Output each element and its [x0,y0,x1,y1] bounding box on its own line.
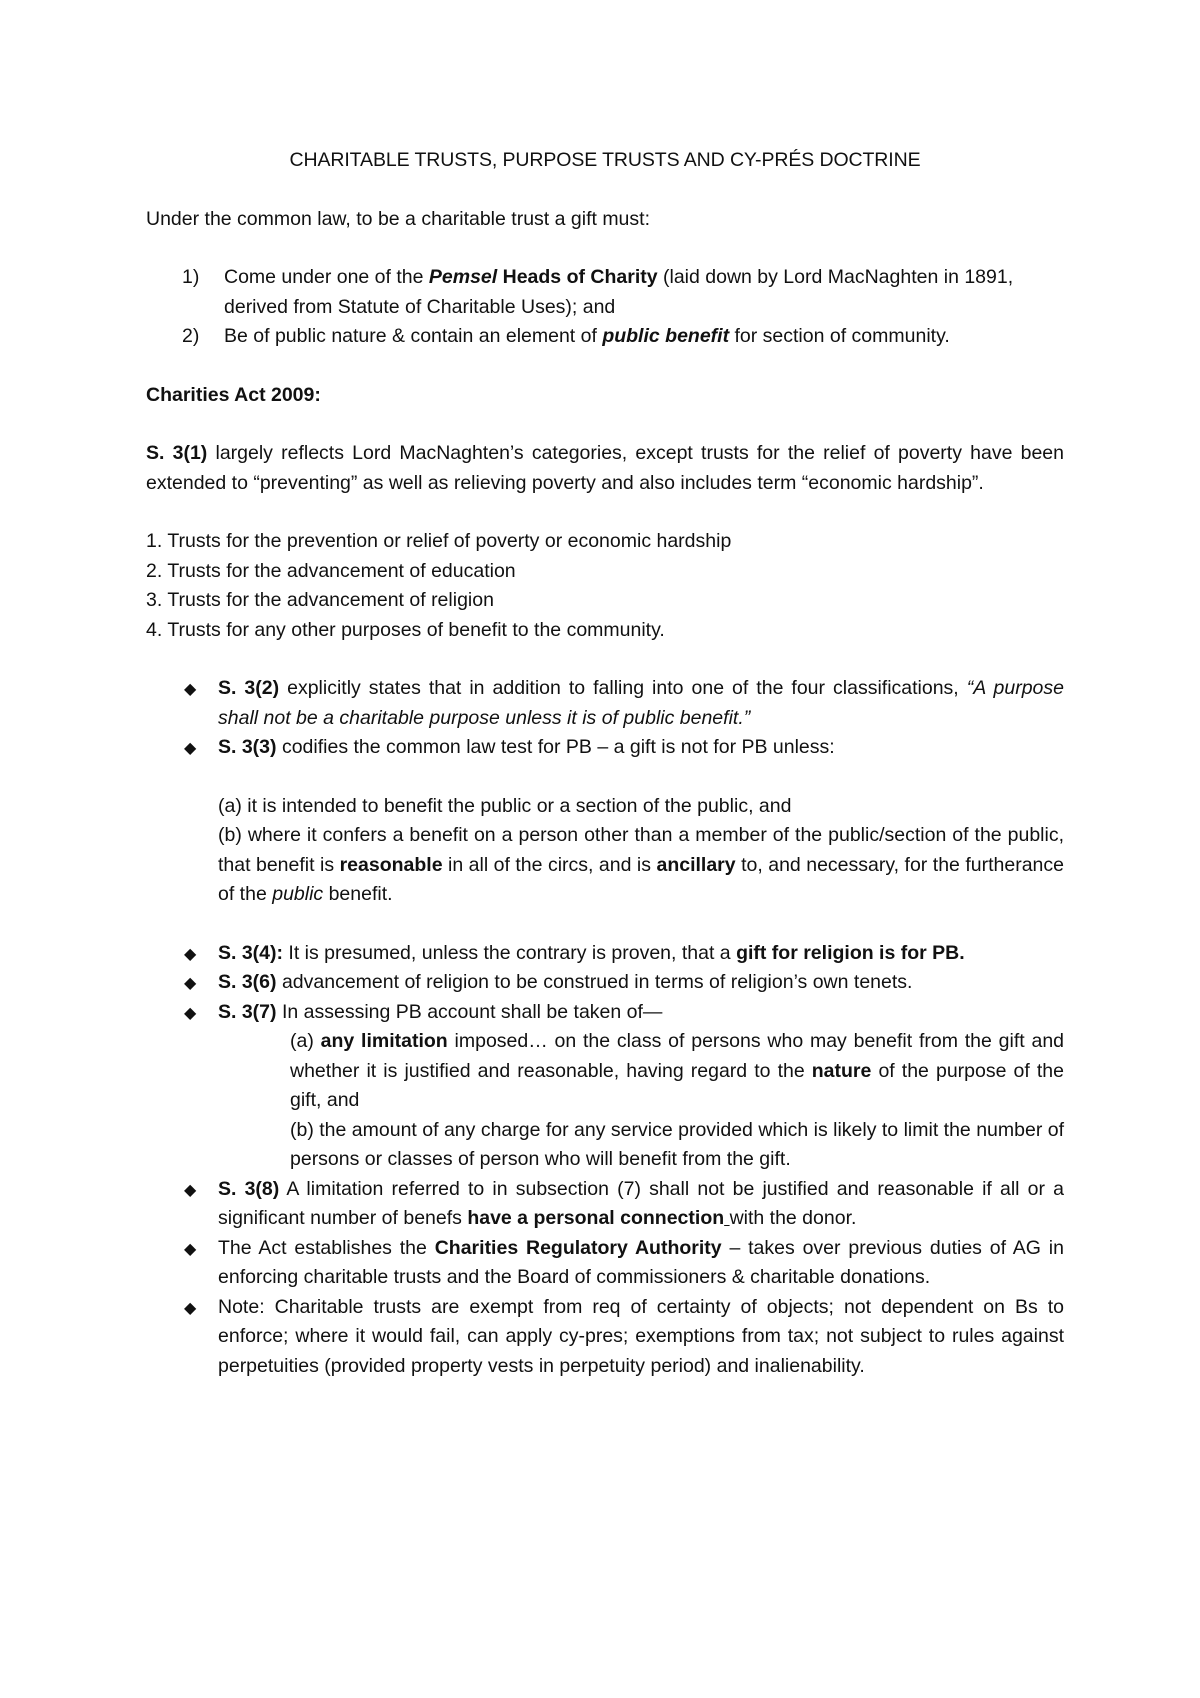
list-number: 2) [182,325,200,347]
page-title: CHARITABLE TRUSTS, PURPOSE TRUSTS AND CY-PRÉS DOCTRINE [289,149,921,171]
list-number: 1) [182,266,200,288]
requirement-item-1: 1) Come under one of the Pemsel Heads of Charity (laid down by Lord MacNaghten in 1891, derived from Statute of Charitable Uses); and [146,263,1064,322]
bullet-s34: ◆ S. 3(4): It is presumed, unless the contrary is proven, that a gift for religion is for PB. [146,939,1064,969]
pemsel-term: Pemsel [428,266,498,288]
bullet-s32: ◆ S. 3(2) explicitly states that in addition to falling into one of the four classifications, “A purpose shall not be a charitable purpose unless it is of public benefit.” [184,677,1064,729]
bullet-s37: ◆ S. 3(7) In assessing PB account shall be taken of— (a) any limitation imposed… on the class of persons who may benefit from the gift and whether it is justified and reasonable, having regard to the nature of the purpose of the gift, and (b) the amount of any charge for any service provided which is likely to limit the number of persons or classes of person who will benefit from the gift. [146,998,1064,1175]
bullet-s38: ◆ S. 3(8) A limitation referred to in subsection (7) shall not be justified and reasonable if all or a significant number of benefs have a personal connection with the donor. [184,1177,1064,1229]
bullet-note: ◆ Note: Charitable trusts are exempt from req of certainty of objects; not dependent on Bs to enforce; where it would fail, can apply cy-pres; exemptions from tax; not subject to rules against perpetuities (provided property vests in perpetuity period) and inalienability. [184,1295,1064,1377]
s33-clause-b: (b) where it confers a benefit on a person other than a member of the public/section of the public, that benefit is reasonable in all of the circs, and is ancillary to, and necessary, for the furtherance of the public benefit. [218,824,1064,905]
list-item: 1. Trusts for the prevention or relief of poverty or economic hardship [146,530,732,552]
requirement-item-2: 2) Be of public nature & contain an element of public benefit for section of community. [146,322,1064,352]
list-item: 4. Trusts for any other purposes of benefit to the community. [146,618,665,641]
s33-clause-a: (a) it is intended to benefit the public or a section of the public, and [218,794,792,817]
diamond-bullet-icon: ◆ [184,945,197,963]
s37-clause-b: (b) the amount of any charge for any service provided which is likely to limit the number of persons or classes of person who will benefit from the gift. [290,1118,1064,1170]
diamond-bullet-icon: ◆ [184,1181,197,1199]
diamond-bullet-icon: ◆ [184,1004,197,1022]
provisions-list [146,674,1064,1381]
list-item: 2. Trusts for the advancement of education [146,559,516,582]
public-benefit-term: public benefit [602,325,730,347]
s31-paragraph: S. 3(1) largely reflects Lord MacNaghten’s categories, except trusts for the relief of poverty have been extended to “preventing” as well as relieving poverty and also includes term “economic hardship”. [146,442,1064,494]
bullet-regulatory-authority: ◆ The Act establishes the Charities Regulatory Authority – takes over previous duties of AG in enforcing charitable trusts and the Board of commissioners & charitable donations. [184,1236,1064,1288]
s37-clause-a: (a) any limitation imposed… on the class of persons who may benefit from the gift and whether it is justified and reasonable, having regard to the nature of the purpose of the gift, and [290,1030,1065,1111]
diamond-bullet-icon: ◆ [184,681,197,698]
bullet-s33: ◆ S. 3(3) codifies the common law test for PB – a gift is not for PB unless: (a) it is intended to benefit the public or a section of the public, and (b) where it confers a benefit on a person other than a member of the public/section of the public, that benefit is reasonable in all of the circs, and is ancillary to, and necessary, for the furtherance of the public benefit. [146,733,1064,939]
diamond-bullet-icon: ◆ [184,1299,197,1317]
requirements-list [146,263,1064,352]
list-item: 3. Trusts for the advancement of religion [146,589,494,611]
intro-paragraph: Under the common law, to be a charitable trust a gift must: [146,207,650,230]
diamond-bullet-icon: ◆ [184,740,197,757]
section-heading: Charities Act 2009: [146,383,321,406]
categories-list [146,527,1064,645]
diamond-bullet-icon: ◆ [184,1240,197,1258]
diamond-bullet-icon: ◆ [184,975,197,992]
bullet-s36: ◆ S. 3(6) advancement of religion to be construed in terms of religion’s own tenets. [146,968,1064,998]
